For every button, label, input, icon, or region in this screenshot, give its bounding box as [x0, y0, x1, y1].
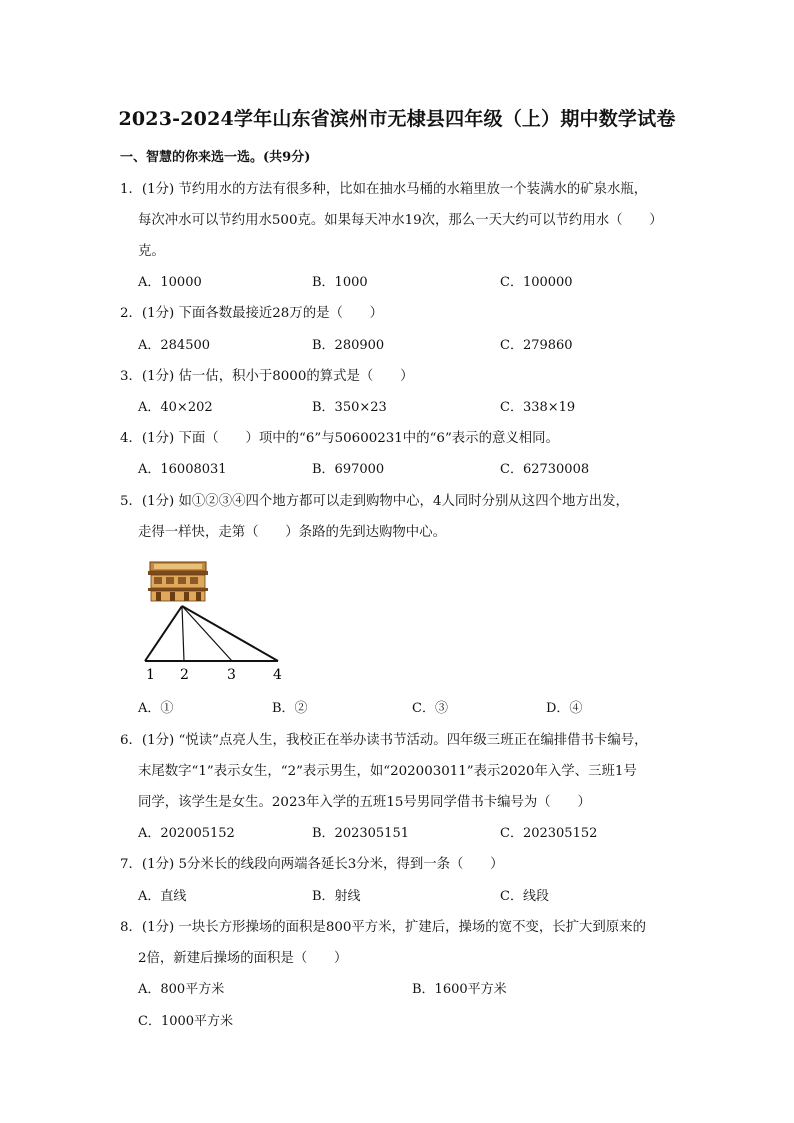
- option-a: A．10000: [138, 275, 202, 290]
- option-b: B．②: [272, 701, 308, 716]
- section-heading: 一、智慧的你来选一选。(共9分): [120, 150, 311, 165]
- option-b: B．1000: [312, 275, 368, 290]
- question-text: 2倍，新建后操场的面积是（ ）: [138, 951, 348, 966]
- page-title: 2023-2024学年山东省滨州市无棣县四年级（上）期中数学试卷: [118, 108, 676, 130]
- option-b: B．280900: [312, 338, 385, 353]
- question-text: 7．(1分) 5分米长的线段向两端各延长3分米，得到一条（ ）: [120, 857, 504, 872]
- option-b: B．202305151: [312, 826, 409, 841]
- option-b: B．射线: [312, 889, 361, 904]
- question-text: 每次冲水可以节约用水500克。如果每天冲水19次，那么一天大约可以节约用水（ ）: [138, 213, 663, 228]
- option-c: C．③: [412, 701, 448, 716]
- option-c: C．1000平方米: [138, 1014, 234, 1029]
- option-c: C．279860: [500, 338, 573, 353]
- point-label-3: 3: [227, 667, 236, 683]
- question-text: 4．(1分) 下面（ ）项中的“6”与50600231中的“6”表示的意义相同。: [120, 431, 559, 446]
- question-text: 6．(1分) “悦读”点亮人生，我校正在举办读书节活动。四年级三班正在编排借书卡编号，: [120, 733, 648, 748]
- question-text: 3．(1分) 估一估，积小于8000的算式是（ ）: [120, 369, 414, 384]
- option-a: A．①: [138, 701, 174, 716]
- question-text: 8．(1分) 一块长方形操场的面积是800平方米，扩建后，操场的宽不变，长扩大到原来的: [120, 920, 646, 935]
- question-text: 2．(1分) 下面各数最接近28万的是（ ）: [120, 306, 384, 321]
- option-a: A．直线: [138, 889, 187, 904]
- option-c: C．62730008: [500, 462, 590, 477]
- option-c: C．202305152: [500, 826, 598, 841]
- point-label-4: 4: [273, 667, 282, 683]
- point-label-1: 1: [146, 667, 155, 683]
- question-text: 同学，该学生是女生。2023年入学的五班15号男同学借书卡编号为（ ）: [138, 795, 591, 810]
- option-a: A．800平方米: [138, 982, 225, 997]
- option-a: A．40×202: [138, 400, 213, 415]
- question-text: 末尾数字“1”表示女生，“2”表示男生，如“202003011”表示2020年入学、三班1号: [138, 764, 637, 779]
- option-d: D．④: [546, 701, 583, 716]
- option-c: C．线段: [500, 889, 549, 904]
- question-text: 克。: [138, 244, 165, 259]
- option-a: A．284500: [138, 338, 211, 353]
- shopping-center-figure: [140, 558, 290, 683]
- shopping-center-icon: [148, 562, 208, 601]
- option-b: B．697000: [312, 462, 385, 477]
- option-a: A．202005152: [138, 826, 235, 841]
- option-a: A．16008031: [138, 462, 227, 477]
- question-text: 5．(1分) 如①②③④四个地方都可以走到购物中心，4人同时分别从这四个地方出发，: [120, 494, 629, 509]
- point-label-2: 2: [180, 667, 189, 683]
- option-c: C．100000: [500, 275, 573, 290]
- question-text: 1．(1分) 节约用水的方法有很多种，比如在抽水马桶的水箱里放一个装满水的矿泉水瓶，: [120, 182, 648, 197]
- option-c: C．338×19: [500, 400, 576, 415]
- question-text: 走得一样快，走第（ ）条路的先到达购物中心。: [138, 525, 446, 540]
- option-b: B．1600平方米: [412, 982, 507, 997]
- option-b: B．350×23: [312, 400, 387, 415]
